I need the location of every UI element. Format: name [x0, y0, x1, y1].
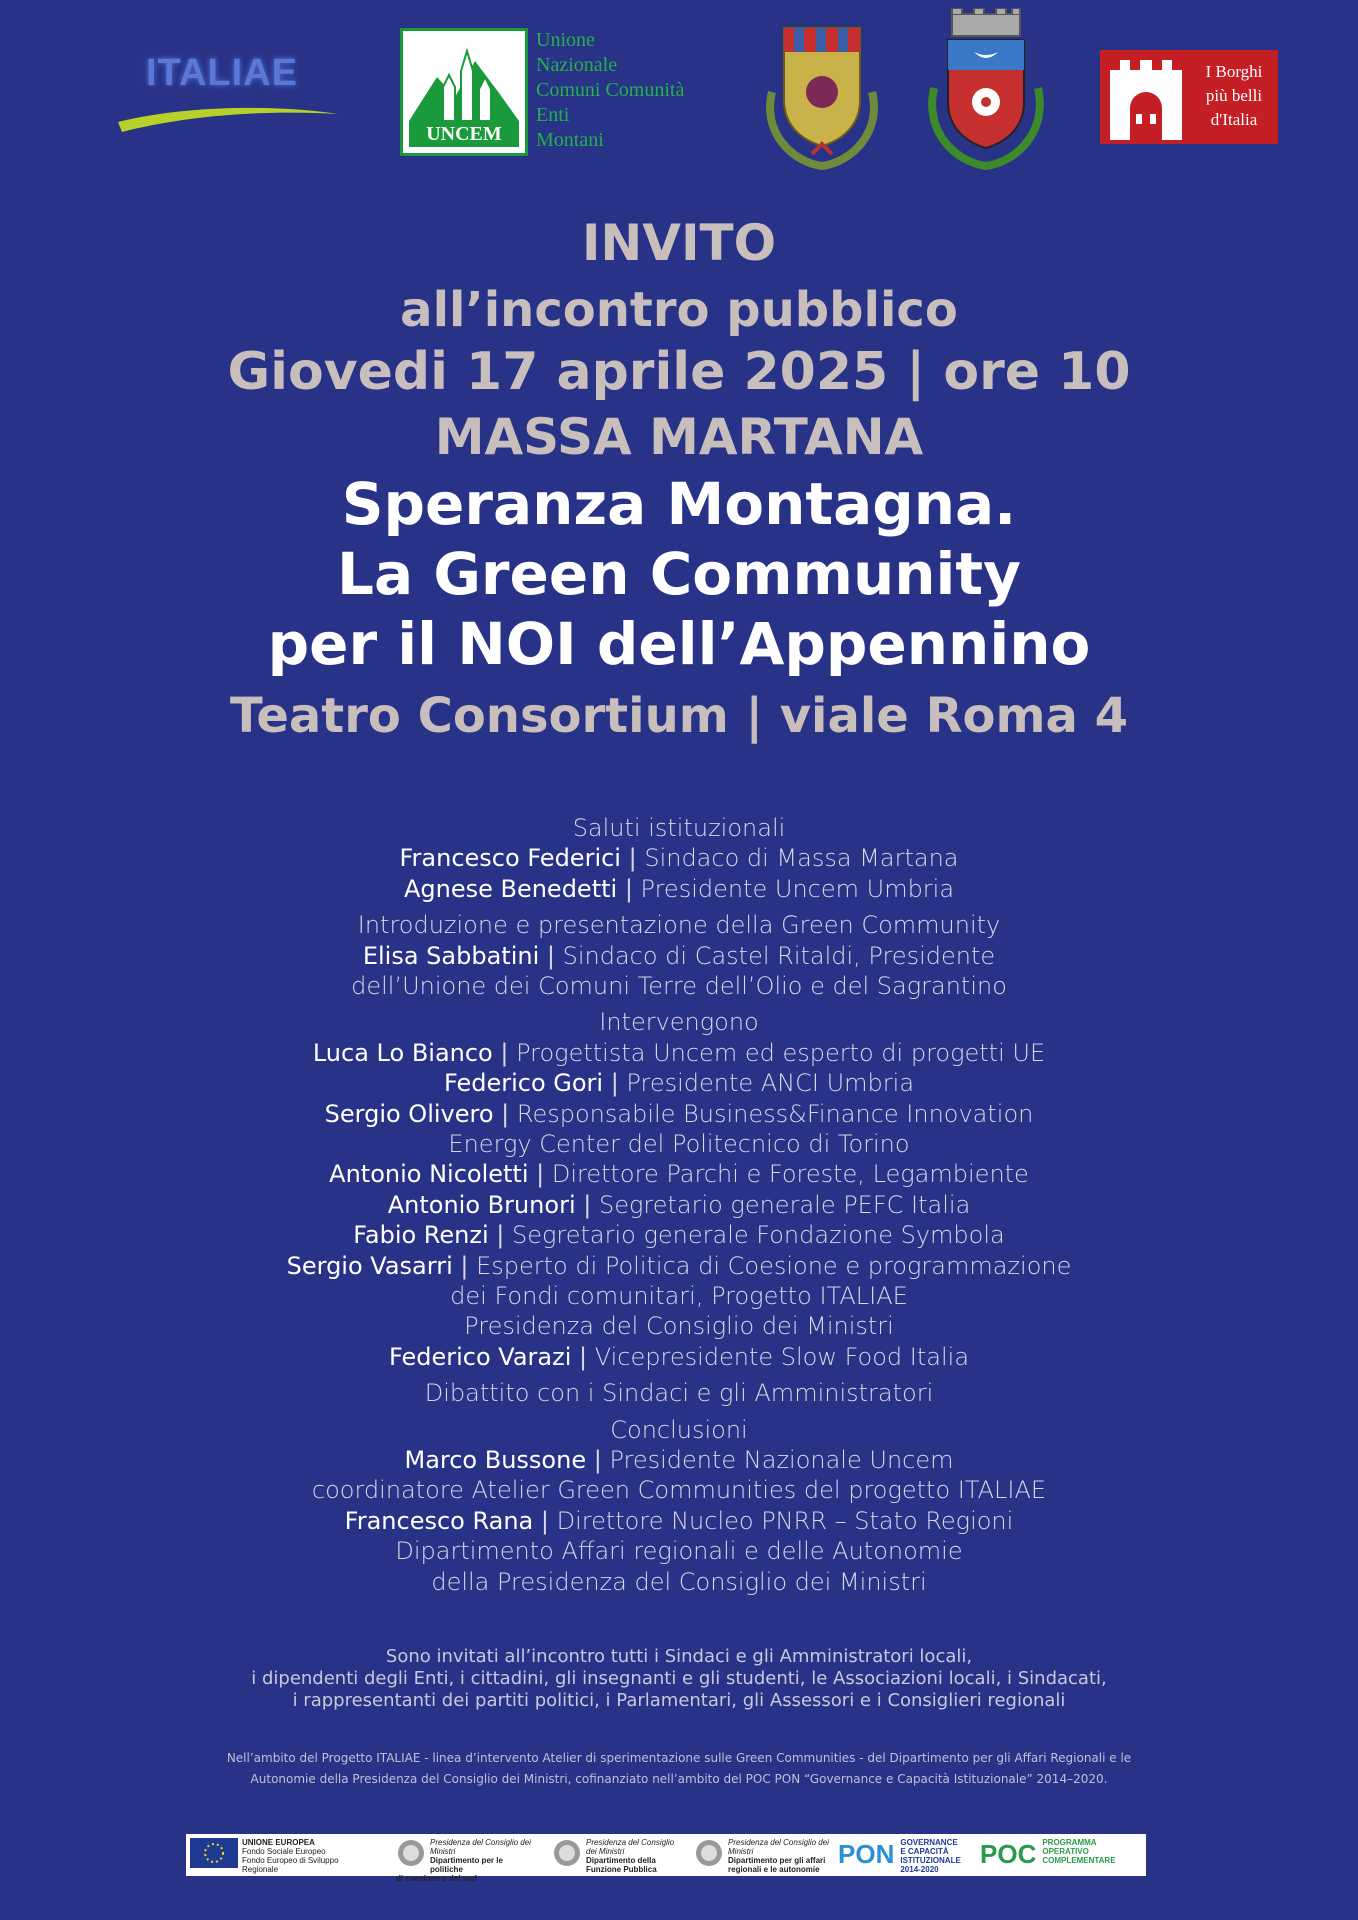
- speaker-role: Sindaco di Castel Ritaldi, Presidente: [562, 941, 996, 970]
- speaker-name: Francesco Rana: [344, 1506, 534, 1535]
- speaker-line: [0, 1160, 1358, 1188]
- programme-section: Introduzione e presentazione della Green Community: [357, 911, 1001, 940]
- separator: |: [620, 844, 645, 873]
- programme-section: Dibattito con i Sindaci e gli Amministratori: [424, 1379, 934, 1408]
- separator: |: [575, 1190, 599, 1219]
- speaker-role: Presidente Nazionale Uncem: [609, 1446, 954, 1474]
- mountain-church-icon: [403, 31, 525, 127]
- speaker-name: Luca Lo Bianco: [312, 1038, 493, 1067]
- speaker-role: Progettista Uncem ed esperto di progetti UE: [516, 1038, 1046, 1067]
- separator: |: [571, 1342, 595, 1371]
- speaker-line: [0, 1039, 1358, 1067]
- eu-flag-icon: [190, 1838, 238, 1868]
- separator: |: [528, 1160, 552, 1189]
- programme-section: Intervengono: [599, 1008, 759, 1037]
- speaker-role-continued: della Presidenza del Consiglio dei Ministri: [431, 1567, 927, 1596]
- speaker-line: [0, 1221, 1358, 1249]
- event-title-line1: Speranza Montagna.: [341, 470, 1017, 538]
- event-place: MASSA MARTANA: [434, 408, 924, 466]
- event-title-line2: La Green Community: [337, 540, 1021, 608]
- pon-logo: PON GOVERNANCE E CAPACITÀ ISTITUZIONALE 2014-2020: [838, 1838, 961, 1874]
- speaker-role-continued: dei Fondi comunitari, Progetto ITALIAE: [450, 1282, 908, 1310]
- separator: |: [452, 1251, 477, 1280]
- eu-logo: UNIONE EUROPEA Fondo Sociale Europeo Fondo Europeo di Sviluppo Regionale: [190, 1838, 350, 1872]
- emblem-icon: [694, 1838, 724, 1868]
- emblem-icon: [396, 1838, 426, 1868]
- separator: |: [492, 1038, 517, 1067]
- speaker-role: Responsabile Business&Finance Innovation: [516, 1099, 1034, 1128]
- speaker-role: Segretario generale Fondazione Symbola: [512, 1221, 1005, 1250]
- event-venue: Teatro Consortium | viale Roma 4: [229, 688, 1129, 744]
- speaker-role: Presidente Uncem Umbria: [640, 874, 955, 903]
- speaker-role: Presidente ANCI Umbria: [626, 1069, 915, 1098]
- speaker-name: Sergio Olivero: [324, 1099, 494, 1128]
- logo-bar: [0, 0, 1358, 180]
- poc-logo: POC PROGRAMMA OPERATIVO COMPLEMENTARE: [980, 1838, 1116, 1869]
- speaker-name: Antonio Nicoletti: [329, 1160, 529, 1189]
- speaker-line: [0, 1446, 1358, 1474]
- borghi-logo: [1100, 50, 1278, 144]
- dipartimento-funzione-pubblica-logo: Presidenza del Consiglio dei Ministri Dipartimento della Funzione Pubblica: [552, 1838, 682, 1872]
- emblem-icon: [552, 1838, 582, 1868]
- coat-of-arms-icon: [752, 22, 892, 170]
- invito-heading: INVITO: [581, 214, 777, 272]
- dipartimento-affari-regionali-logo: Presidenza del Consiglio dei Ministri Dipartimento per gli affari regionali e le autonomie: [694, 1838, 834, 1872]
- speaker-name: Federico Gori: [443, 1069, 604, 1098]
- speaker-line: [0, 1191, 1358, 1219]
- fine-print: Nell’ambito del Progetto ITALIAE - linea d’intervento Atelier di sperimentazione sulle Green Communities - del Dipartimento per gli Affari Regionali e le Autonomie della Presidenza del Consiglio dei Ministri, cofinanziato nell’ambito del POC PON “Governance e Capacità Istituzionale” 2014–2020.: [226, 1751, 1132, 1786]
- speaker-name: Marco Bussone: [404, 1446, 587, 1474]
- uncem-emblem: UNCEM: [400, 28, 528, 156]
- programme-section: Conclusioni: [610, 1415, 748, 1444]
- speaker-name: Federico Varazi: [388, 1342, 572, 1371]
- speaker-name: Elisa Sabbatini: [362, 941, 540, 970]
- speaker-role-continued: coordinatore Atelier Green Communities del progetto ITALIAE: [311, 1476, 1047, 1505]
- speaker-role-continued: Energy Center del Politecnico di Torino: [448, 1130, 910, 1158]
- speaker-line: [0, 1507, 1358, 1535]
- speaker-line: [0, 1343, 1358, 1371]
- speaker-name: Francesco Federici: [399, 844, 621, 873]
- borghi-name: I Borghi più belli d'Italia: [1205, 62, 1263, 129]
- speaker-role-continued: Dipartimento Affari regionali e delle Autonomie: [395, 1537, 963, 1566]
- speaker-name: Antonio Brunori: [387, 1190, 576, 1219]
- speaker-line: [0, 942, 1358, 970]
- speaker-role: Segretario generale PEFC Italia: [598, 1190, 971, 1219]
- separator: |: [488, 1221, 512, 1250]
- dipartimento-coesione-logo: Presidenza del Consiglio dei Ministri Dipartimento per le politiche di coesione e del sud: [396, 1838, 531, 1883]
- separator: |: [493, 1099, 517, 1128]
- speaker-line: [0, 1252, 1358, 1280]
- funding-footer: [186, 1834, 1146, 1883]
- separator: |: [539, 941, 563, 970]
- coat-of-arms-crown-icon: [916, 8, 1056, 170]
- uncem-logo: [400, 28, 740, 158]
- italiae-logo: ITALIAE: [112, 48, 342, 148]
- uncem-name: Unione Nazionale Comuni Comunità Enti Montani: [536, 29, 685, 151]
- castle-icon: [1100, 50, 1192, 144]
- separator: |: [586, 1446, 610, 1474]
- speaker-line: [0, 844, 1358, 872]
- separator: |: [533, 1506, 557, 1535]
- speaker-line: [0, 1069, 1358, 1097]
- programme-section: Saluti istituzionali: [572, 814, 786, 842]
- speaker-role: Sindaco di Massa Martana: [644, 844, 959, 873]
- italiae-swoosh-icon: [112, 48, 342, 148]
- speaker-role: Esperto di Politica di Coesione e programmazione: [476, 1251, 1072, 1280]
- speaker-role: Vicepresidente Slow Food Italia: [594, 1342, 970, 1371]
- event-date: Giovedi 17 aprile 2025 | ore 10: [227, 342, 1131, 402]
- separator: |: [603, 1069, 627, 1098]
- speaker-role-continued: Presidenza del Consiglio dei Ministri: [464, 1312, 894, 1341]
- speaker-role: Direttore Nucleo PNRR – Stato Regioni: [556, 1506, 1014, 1535]
- speaker-name: Agnese Benedetti: [403, 874, 618, 903]
- speaker-line: [0, 1100, 1358, 1128]
- speaker-role: Direttore Parchi e Foreste, Legambiente: [551, 1160, 1029, 1189]
- speaker-role-continued: dell’Unione dei Comuni Terre dell’Olio e del Sagrantino: [351, 972, 1007, 1000]
- event-title-line3: per il NOI dell’Appennino: [267, 610, 1091, 678]
- incontro-heading: all’incontro pubblico: [400, 282, 958, 338]
- speaker-name: Sergio Vasarri: [286, 1251, 453, 1280]
- speaker-name: Fabio Renzi: [353, 1221, 489, 1250]
- separator: |: [617, 874, 641, 903]
- invitation-note: Sono invitati all’incontro tutti i Sindaci e gli Amministratori locali, i dipendenti degli Enti, i cittadini, gli insegnanti e gli studenti, le Associazioni locali, i Sindacati, i rappresentanti dei partiti politici, i Parlamentari, gli Assessori e i Consiglieri regionali: [251, 1646, 1107, 1711]
- speaker-line: [0, 875, 1358, 903]
